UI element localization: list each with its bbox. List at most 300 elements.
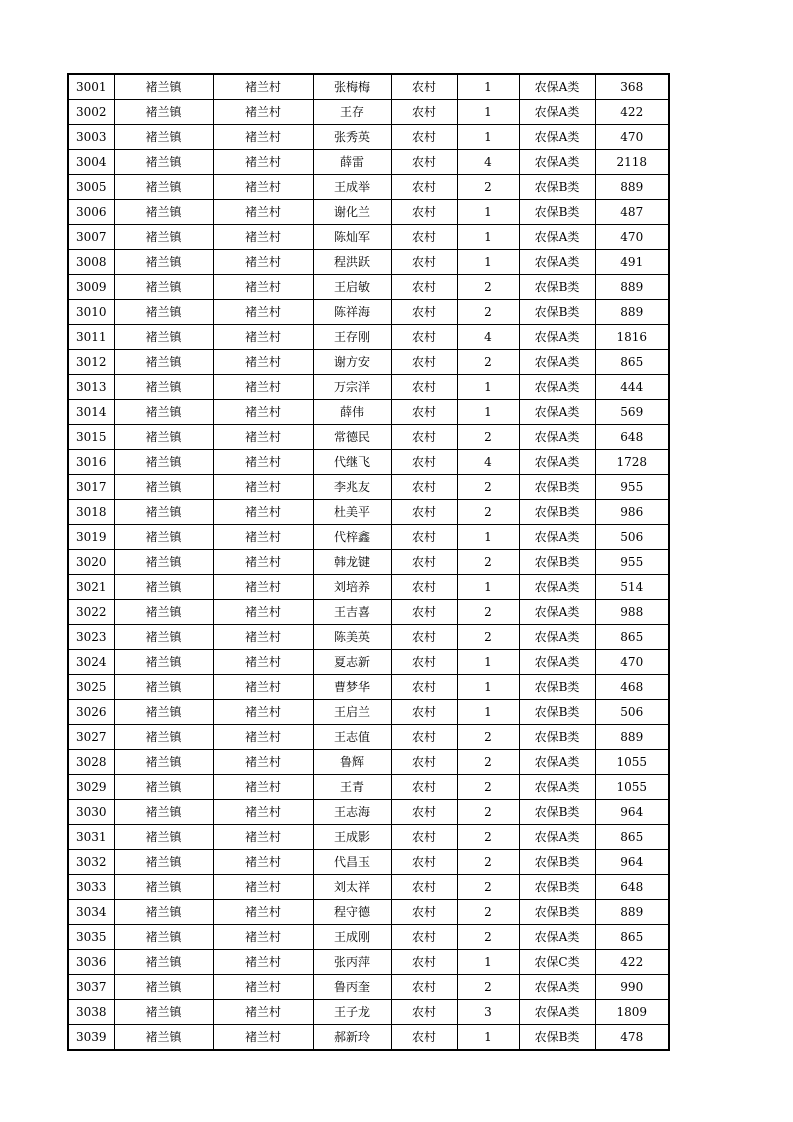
name-cell: 张丙萍	[313, 950, 391, 975]
area-type-cell: 农村	[391, 325, 457, 350]
row-number-cell: 3035	[68, 925, 114, 950]
area-type-cell: 农村	[391, 200, 457, 225]
table-row	[68, 400, 669, 425]
household-size-cell: 2	[457, 750, 519, 775]
row-number-cell: 3024	[68, 650, 114, 675]
household-size-cell: 2	[457, 975, 519, 1000]
town-cell: 褚兰镇	[114, 475, 213, 500]
household-size-cell: 1	[457, 950, 519, 975]
category-cell: 农保B类	[519, 500, 595, 525]
row-number-cell: 3011	[68, 325, 114, 350]
town-cell: 褚兰镇	[114, 150, 213, 175]
amount-cell: 889	[595, 275, 669, 300]
name-cell: 杜美平	[313, 500, 391, 525]
village-cell: 褚兰村	[213, 325, 313, 350]
name-cell: 王成刚	[313, 925, 391, 950]
data-table	[67, 73, 670, 1051]
household-size-cell: 2	[457, 175, 519, 200]
name-cell: 陈祥海	[313, 300, 391, 325]
category-cell: 农保B类	[519, 675, 595, 700]
town-cell: 褚兰镇	[114, 825, 213, 850]
row-number-cell: 3023	[68, 625, 114, 650]
name-cell: 程守德	[313, 900, 391, 925]
area-type-cell: 农村	[391, 400, 457, 425]
table-row	[68, 925, 669, 950]
table-row	[68, 125, 669, 150]
row-number-cell: 3004	[68, 150, 114, 175]
village-cell: 褚兰村	[213, 725, 313, 750]
category-cell: 农保A类	[519, 600, 595, 625]
household-size-cell: 2	[457, 925, 519, 950]
category-cell: 农保A类	[519, 125, 595, 150]
village-cell: 褚兰村	[213, 125, 313, 150]
table-row	[68, 700, 669, 725]
table-row	[68, 850, 669, 875]
household-size-cell: 2	[457, 850, 519, 875]
household-size-cell: 4	[457, 325, 519, 350]
town-cell: 褚兰镇	[114, 74, 213, 100]
amount-cell: 986	[595, 500, 669, 525]
household-size-cell: 2	[457, 550, 519, 575]
row-number-cell: 3018	[68, 500, 114, 525]
name-cell: 王吉喜	[313, 600, 391, 625]
row-number-cell: 3037	[68, 975, 114, 1000]
household-size-cell: 2	[457, 475, 519, 500]
town-cell: 褚兰镇	[114, 450, 213, 475]
name-cell: 代昌玉	[313, 850, 391, 875]
amount-cell: 422	[595, 950, 669, 975]
amount-cell: 988	[595, 600, 669, 625]
area-type-cell: 农村	[391, 125, 457, 150]
category-cell: 农保A类	[519, 225, 595, 250]
household-size-cell: 1	[457, 100, 519, 125]
row-number-cell: 3001	[68, 74, 114, 100]
town-cell: 褚兰镇	[114, 200, 213, 225]
row-number-cell: 3033	[68, 875, 114, 900]
category-cell: 农保B类	[519, 850, 595, 875]
table-row	[68, 475, 669, 500]
name-cell: 曹梦华	[313, 675, 391, 700]
village-cell: 褚兰村	[213, 775, 313, 800]
town-cell: 褚兰镇	[114, 500, 213, 525]
village-cell: 褚兰村	[213, 100, 313, 125]
household-size-cell: 2	[457, 300, 519, 325]
village-cell: 褚兰村	[213, 800, 313, 825]
category-cell: 农保A类	[519, 650, 595, 675]
table-row	[68, 375, 669, 400]
area-type-cell: 农村	[391, 800, 457, 825]
household-size-cell: 1	[457, 650, 519, 675]
village-cell: 褚兰村	[213, 600, 313, 625]
village-cell: 褚兰村	[213, 74, 313, 100]
category-cell: 农保A类	[519, 375, 595, 400]
village-cell: 褚兰村	[213, 700, 313, 725]
town-cell: 褚兰镇	[114, 800, 213, 825]
category-cell: 农保A类	[519, 350, 595, 375]
household-size-cell: 1	[457, 1025, 519, 1051]
amount-cell: 422	[595, 100, 669, 125]
village-cell: 褚兰村	[213, 175, 313, 200]
amount-cell: 865	[595, 925, 669, 950]
amount-cell: 955	[595, 550, 669, 575]
town-cell: 褚兰镇	[114, 375, 213, 400]
name-cell: 代继飞	[313, 450, 391, 475]
row-number-cell: 3020	[68, 550, 114, 575]
table-row	[68, 825, 669, 850]
amount-cell: 1055	[595, 775, 669, 800]
row-number-cell: 3003	[68, 125, 114, 150]
household-size-cell: 1	[457, 200, 519, 225]
household-size-cell: 1	[457, 525, 519, 550]
town-cell: 褚兰镇	[114, 100, 213, 125]
area-type-cell: 农村	[391, 475, 457, 500]
household-size-cell: 2	[457, 775, 519, 800]
area-type-cell: 农村	[391, 875, 457, 900]
name-cell: 程洪跃	[313, 250, 391, 275]
household-size-cell: 1	[457, 400, 519, 425]
category-cell: 农保A类	[519, 750, 595, 775]
town-cell: 褚兰镇	[114, 775, 213, 800]
household-size-cell: 4	[457, 150, 519, 175]
town-cell: 褚兰镇	[114, 975, 213, 1000]
town-cell: 褚兰镇	[114, 125, 213, 150]
village-cell: 褚兰村	[213, 650, 313, 675]
town-cell: 褚兰镇	[114, 325, 213, 350]
area-type-cell: 农村	[391, 450, 457, 475]
table-row	[68, 275, 669, 300]
name-cell: 王存	[313, 100, 391, 125]
household-size-cell: 1	[457, 125, 519, 150]
table-row	[68, 800, 669, 825]
row-number-cell: 3016	[68, 450, 114, 475]
village-cell: 褚兰村	[213, 425, 313, 450]
village-cell: 褚兰村	[213, 350, 313, 375]
household-size-cell: 2	[457, 875, 519, 900]
area-type-cell: 农村	[391, 74, 457, 100]
town-cell: 褚兰镇	[114, 950, 213, 975]
amount-cell: 865	[595, 350, 669, 375]
town-cell: 褚兰镇	[114, 900, 213, 925]
area-type-cell: 农村	[391, 675, 457, 700]
town-cell: 褚兰镇	[114, 1000, 213, 1025]
row-number-cell: 3039	[68, 1025, 114, 1051]
table-row	[68, 600, 669, 625]
area-type-cell: 农村	[391, 525, 457, 550]
category-cell: 农保A类	[519, 775, 595, 800]
village-cell: 褚兰村	[213, 950, 313, 975]
name-cell: 王启兰	[313, 700, 391, 725]
category-cell: 农保B类	[519, 550, 595, 575]
row-number-cell: 3031	[68, 825, 114, 850]
village-cell: 褚兰村	[213, 850, 313, 875]
household-size-cell: 2	[457, 825, 519, 850]
village-cell: 褚兰村	[213, 225, 313, 250]
table-row	[68, 225, 669, 250]
amount-cell: 487	[595, 200, 669, 225]
area-type-cell: 农村	[391, 375, 457, 400]
row-number-cell: 3013	[68, 375, 114, 400]
village-cell: 褚兰村	[213, 550, 313, 575]
amount-cell: 468	[595, 675, 669, 700]
household-size-cell: 4	[457, 450, 519, 475]
name-cell: 王青	[313, 775, 391, 800]
category-cell: 农保A类	[519, 425, 595, 450]
name-cell: 陈灿军	[313, 225, 391, 250]
name-cell: 陈美英	[313, 625, 391, 650]
town-cell: 褚兰镇	[114, 700, 213, 725]
area-type-cell: 农村	[391, 425, 457, 450]
table-row	[68, 425, 669, 450]
area-type-cell: 农村	[391, 700, 457, 725]
name-cell: 李兆友	[313, 475, 391, 500]
amount-cell: 470	[595, 125, 669, 150]
table-row	[68, 300, 669, 325]
category-cell: 农保A类	[519, 74, 595, 100]
category-cell: 农保B类	[519, 900, 595, 925]
amount-cell: 470	[595, 225, 669, 250]
row-number-cell: 3012	[68, 350, 114, 375]
name-cell: 夏志新	[313, 650, 391, 675]
category-cell: 农保B类	[519, 800, 595, 825]
village-cell: 褚兰村	[213, 875, 313, 900]
name-cell: 韩龙键	[313, 550, 391, 575]
category-cell: 农保B类	[519, 300, 595, 325]
name-cell: 郝新玲	[313, 1025, 391, 1051]
village-cell: 褚兰村	[213, 300, 313, 325]
area-type-cell: 农村	[391, 725, 457, 750]
name-cell: 王志海	[313, 800, 391, 825]
town-cell: 褚兰镇	[114, 225, 213, 250]
category-cell: 农保A类	[519, 975, 595, 1000]
area-type-cell: 农村	[391, 975, 457, 1000]
village-cell: 褚兰村	[213, 750, 313, 775]
table-row	[68, 775, 669, 800]
category-cell: 农保B类	[519, 725, 595, 750]
table-row	[68, 1025, 669, 1051]
row-number-cell: 3021	[68, 575, 114, 600]
amount-cell: 990	[595, 975, 669, 1000]
table-row	[68, 875, 669, 900]
village-cell: 褚兰村	[213, 500, 313, 525]
amount-cell: 444	[595, 375, 669, 400]
household-size-cell: 1	[457, 250, 519, 275]
amount-cell: 491	[595, 250, 669, 275]
area-type-cell: 农村	[391, 250, 457, 275]
category-cell: 农保A类	[519, 525, 595, 550]
row-number-cell: 3029	[68, 775, 114, 800]
table-row	[68, 74, 669, 100]
table-row	[68, 625, 669, 650]
area-type-cell: 农村	[391, 225, 457, 250]
table-row	[68, 575, 669, 600]
amount-cell: 1809	[595, 1000, 669, 1025]
area-type-cell: 农村	[391, 825, 457, 850]
row-number-cell: 3017	[68, 475, 114, 500]
area-type-cell: 农村	[391, 175, 457, 200]
name-cell: 刘太祥	[313, 875, 391, 900]
household-size-cell: 2	[457, 600, 519, 625]
area-type-cell: 农村	[391, 1000, 457, 1025]
row-number-cell: 3014	[68, 400, 114, 425]
town-cell: 褚兰镇	[114, 650, 213, 675]
amount-cell: 470	[595, 650, 669, 675]
category-cell: 农保B类	[519, 200, 595, 225]
amount-cell: 964	[595, 850, 669, 875]
area-type-cell: 农村	[391, 275, 457, 300]
table-row	[68, 150, 669, 175]
table-row	[68, 750, 669, 775]
area-type-cell: 农村	[391, 775, 457, 800]
area-type-cell: 农村	[391, 350, 457, 375]
area-type-cell: 农村	[391, 650, 457, 675]
household-size-cell: 1	[457, 225, 519, 250]
town-cell: 褚兰镇	[114, 550, 213, 575]
amount-cell: 478	[595, 1025, 669, 1051]
category-cell: 农保B类	[519, 1025, 595, 1051]
row-number-cell: 3006	[68, 200, 114, 225]
village-cell: 褚兰村	[213, 450, 313, 475]
household-size-cell: 1	[457, 74, 519, 100]
village-cell: 褚兰村	[213, 275, 313, 300]
area-type-cell: 农村	[391, 750, 457, 775]
area-type-cell: 农村	[391, 300, 457, 325]
table-row	[68, 200, 669, 225]
category-cell: 农保B类	[519, 875, 595, 900]
village-cell: 褚兰村	[213, 250, 313, 275]
amount-cell: 889	[595, 300, 669, 325]
category-cell: 农保A类	[519, 250, 595, 275]
table-row	[68, 1000, 669, 1025]
area-type-cell: 农村	[391, 925, 457, 950]
category-cell: 农保A类	[519, 625, 595, 650]
amount-cell: 368	[595, 74, 669, 100]
town-cell: 褚兰镇	[114, 275, 213, 300]
amount-cell: 889	[595, 900, 669, 925]
name-cell: 万宗洋	[313, 375, 391, 400]
household-size-cell: 2	[457, 900, 519, 925]
name-cell: 张梅梅	[313, 74, 391, 100]
village-cell: 褚兰村	[213, 150, 313, 175]
table-row	[68, 725, 669, 750]
row-number-cell: 3038	[68, 1000, 114, 1025]
name-cell: 王成举	[313, 175, 391, 200]
table-row	[68, 500, 669, 525]
category-cell: 农保A类	[519, 825, 595, 850]
town-cell: 褚兰镇	[114, 525, 213, 550]
category-cell: 农保B类	[519, 175, 595, 200]
village-cell: 褚兰村	[213, 900, 313, 925]
category-cell: 农保A类	[519, 450, 595, 475]
name-cell: 薛伟	[313, 400, 391, 425]
category-cell: 农保A类	[519, 100, 595, 125]
row-number-cell: 3036	[68, 950, 114, 975]
area-type-cell: 农村	[391, 625, 457, 650]
table-row	[68, 450, 669, 475]
village-cell: 褚兰村	[213, 825, 313, 850]
town-cell: 褚兰镇	[114, 750, 213, 775]
table-row	[68, 975, 669, 1000]
category-cell: 农保A类	[519, 150, 595, 175]
table-row	[68, 325, 669, 350]
amount-cell: 1816	[595, 325, 669, 350]
household-size-cell: 2	[457, 725, 519, 750]
name-cell: 代梓鑫	[313, 525, 391, 550]
name-cell: 鲁辉	[313, 750, 391, 775]
name-cell: 王成影	[313, 825, 391, 850]
village-cell: 褚兰村	[213, 375, 313, 400]
name-cell: 王存刚	[313, 325, 391, 350]
area-type-cell: 农村	[391, 500, 457, 525]
row-number-cell: 3019	[68, 525, 114, 550]
name-cell: 刘培养	[313, 575, 391, 600]
amount-cell: 955	[595, 475, 669, 500]
row-number-cell: 3034	[68, 900, 114, 925]
household-size-cell: 1	[457, 375, 519, 400]
table-row	[68, 175, 669, 200]
row-number-cell: 3028	[68, 750, 114, 775]
name-cell: 张秀英	[313, 125, 391, 150]
village-cell: 褚兰村	[213, 575, 313, 600]
town-cell: 褚兰镇	[114, 850, 213, 875]
row-number-cell: 3025	[68, 675, 114, 700]
town-cell: 褚兰镇	[114, 675, 213, 700]
village-cell: 褚兰村	[213, 525, 313, 550]
town-cell: 褚兰镇	[114, 1025, 213, 1051]
amount-cell: 2118	[595, 150, 669, 175]
name-cell: 鲁丙奎	[313, 975, 391, 1000]
village-cell: 褚兰村	[213, 200, 313, 225]
village-cell: 褚兰村	[213, 675, 313, 700]
row-number-cell: 3022	[68, 600, 114, 625]
table-row	[68, 550, 669, 575]
town-cell: 褚兰镇	[114, 400, 213, 425]
household-size-cell: 1	[457, 575, 519, 600]
area-type-cell: 农村	[391, 150, 457, 175]
area-type-cell: 农村	[391, 950, 457, 975]
row-number-cell: 3026	[68, 700, 114, 725]
category-cell: 农保A类	[519, 925, 595, 950]
town-cell: 褚兰镇	[114, 875, 213, 900]
row-number-cell: 3008	[68, 250, 114, 275]
table-row	[68, 650, 669, 675]
household-size-cell: 2	[457, 275, 519, 300]
category-cell: 农保A类	[519, 1000, 595, 1025]
table-row	[68, 675, 669, 700]
town-cell: 褚兰镇	[114, 300, 213, 325]
area-type-cell: 农村	[391, 100, 457, 125]
village-cell: 褚兰村	[213, 400, 313, 425]
name-cell: 谢方安	[313, 350, 391, 375]
table-row	[68, 100, 669, 125]
name-cell: 王子龙	[313, 1000, 391, 1025]
village-cell: 褚兰村	[213, 1000, 313, 1025]
name-cell: 王志值	[313, 725, 391, 750]
household-size-cell: 2	[457, 350, 519, 375]
town-cell: 褚兰镇	[114, 175, 213, 200]
category-cell: 农保C类	[519, 950, 595, 975]
table-row	[68, 900, 669, 925]
amount-cell: 506	[595, 525, 669, 550]
amount-cell: 865	[595, 825, 669, 850]
category-cell: 农保A类	[519, 575, 595, 600]
area-type-cell: 农村	[391, 900, 457, 925]
area-type-cell: 农村	[391, 600, 457, 625]
town-cell: 褚兰镇	[114, 925, 213, 950]
area-type-cell: 农村	[391, 575, 457, 600]
amount-cell: 889	[595, 725, 669, 750]
category-cell: 农保B类	[519, 275, 595, 300]
table-row	[68, 350, 669, 375]
